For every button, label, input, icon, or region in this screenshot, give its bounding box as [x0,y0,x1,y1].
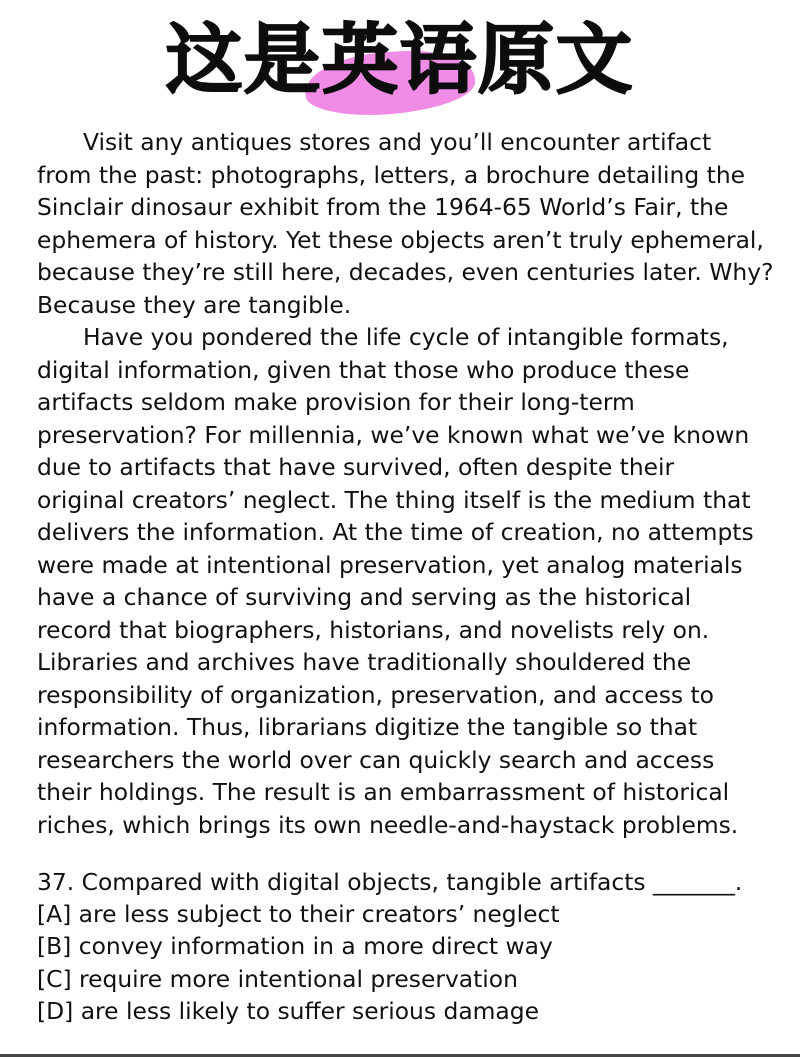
passage [37,126,777,841]
option-a: [A] are less subject to their creators’ neglect [37,900,560,929]
question-block [37,866,777,1027]
option-b: [B] convey information in a more direct way [37,932,553,961]
page-title: 这是英语原文 [166,15,634,104]
option-d: [D] are less likely to suffer serious damage [37,996,540,1025]
passage-paragraph-1: Visit any antiques stores and you’ll encounter artifact from the past: photographs, letters, a brochure detailing the Sinclair dinosaur exhibit from the 1964-65 World’s Fair, the ephemera of history. Yet these objects aren’t truly ephemeral, because they’re still here, decades, even centuries later. Why? Because they are tangible. [37,128,774,319]
title-area [0,12,800,112]
question-stem: 37. Compared with digital objects, tangible artifacts _______. [37,868,743,896]
passage-paragraph-2: Have you pondered the life cycle of intangible formats, digital information, given that those who produce these artifacts seldom make provision for their long-term preservation? For millennia, we’ve known what we’ve known due to artifacts that have survived, often despite their original creators’ neglect. The thing itself is the medium that delivers the information. At the time of creation, no attempts were made at intentional preservation, yet analog materials have a chance of surviving and serving as the historical record that biographers, historians, and novelists rely on. Libraries and archives have traditionally shouldered the responsibility of organization, preservation, and access to information. Thus, librarians digitize the tangible so that researchers the world over can quickly search and access their holdings. The result is an embarrassment of historical riches, which brings its own needle-and-haystack problems. [37,323,754,839]
option-c: [C] require more intentional preservation [37,964,518,993]
